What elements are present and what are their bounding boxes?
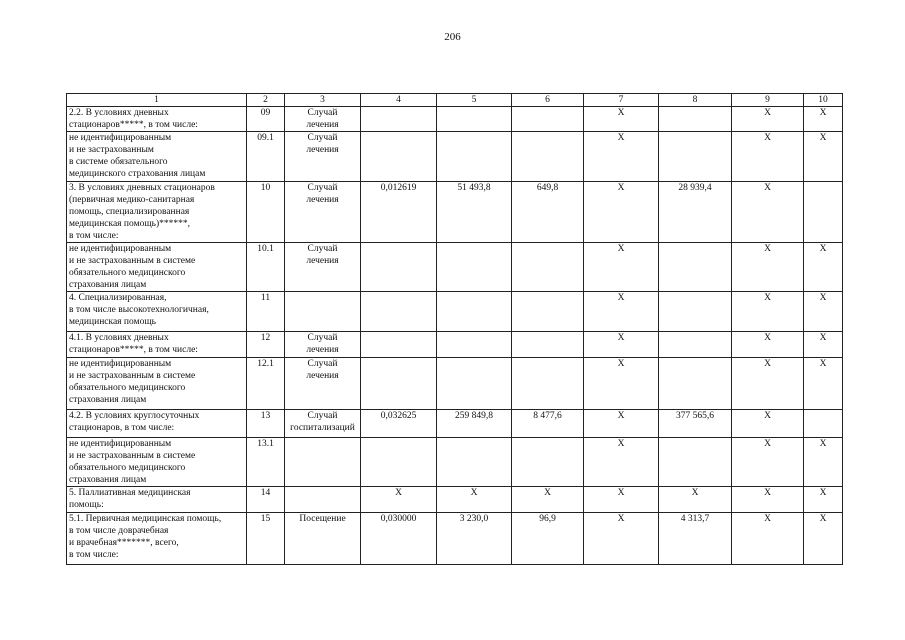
header-cell: 9 bbox=[732, 94, 804, 107]
table-cell-c9: X bbox=[732, 107, 804, 132]
table-cell-c9: X bbox=[732, 132, 804, 182]
table-cell-c3: Посещение bbox=[285, 513, 361, 565]
header-cell: 6 bbox=[512, 94, 584, 107]
table-row bbox=[67, 410, 843, 438]
table-cell-c10 bbox=[804, 410, 843, 438]
table-cell-c1: не идентифицированным и не застрахованным в системе обязательного медицинского страхования лицам bbox=[67, 132, 247, 182]
table-cell-c3: Случай лечения bbox=[285, 332, 361, 358]
table-cell-c5 bbox=[437, 292, 512, 332]
table-cell-c9: X bbox=[732, 182, 804, 243]
table-row bbox=[67, 243, 843, 292]
table-row bbox=[67, 358, 843, 410]
table-cell-c9: X bbox=[732, 487, 804, 513]
table-cell-c4 bbox=[361, 332, 437, 358]
table-cell-c5: 259 849,8 bbox=[437, 410, 512, 438]
table-cell-c7: X bbox=[584, 243, 659, 292]
data-table bbox=[66, 93, 843, 565]
table-cell-c3: Случай лечения bbox=[285, 358, 361, 410]
table-cell-c2: 10.1 bbox=[247, 243, 285, 292]
table-cell-c7: X bbox=[584, 332, 659, 358]
table-cell-c7: X bbox=[584, 438, 659, 487]
table-cell-c9: X bbox=[732, 332, 804, 358]
header-cell: 5 bbox=[437, 94, 512, 107]
table-cell-c8: X bbox=[659, 487, 732, 513]
table-cell-c1: 4.2. В условиях круглосуточных стационаров, в том числе: bbox=[67, 410, 247, 438]
table-cell-c10: X bbox=[804, 358, 843, 410]
table-cell-c10: X bbox=[804, 292, 843, 332]
table-cell-c6 bbox=[512, 438, 584, 487]
table-cell-c8 bbox=[659, 292, 732, 332]
table-cell-c7: X bbox=[584, 358, 659, 410]
table-cell-c1: 4. Специализированная, в том числе высокотехнологичная, медицинская помощь bbox=[67, 292, 247, 332]
table-cell-c4: X bbox=[361, 487, 437, 513]
table-cell-c7: X bbox=[584, 513, 659, 565]
table-cell-c9: X bbox=[732, 358, 804, 410]
table-row bbox=[67, 438, 843, 487]
table-cell-c7: X bbox=[584, 410, 659, 438]
table-cell-c6 bbox=[512, 107, 584, 132]
table-cell-c10: X bbox=[804, 107, 843, 132]
table-cell-c6 bbox=[512, 358, 584, 410]
table-cell-c3: Случай госпитализаций bbox=[285, 410, 361, 438]
table-cell-c2: 13.1 bbox=[247, 438, 285, 487]
table-cell-c2: 12.1 bbox=[247, 358, 285, 410]
table-cell-c9: X bbox=[732, 410, 804, 438]
table-cell-c9: X bbox=[732, 438, 804, 487]
table-cell-c5 bbox=[437, 243, 512, 292]
table-cell-c3: Случай лечения bbox=[285, 132, 361, 182]
table-cell-c4: 0,030000 bbox=[361, 513, 437, 565]
table-cell-c10: X bbox=[804, 243, 843, 292]
table-cell-c4 bbox=[361, 438, 437, 487]
table-cell-c8 bbox=[659, 243, 732, 292]
table-cell-c3 bbox=[285, 438, 361, 487]
page-number: 206 bbox=[444, 31, 461, 43]
table-row bbox=[67, 132, 843, 182]
table-cell-c4 bbox=[361, 107, 437, 132]
table-cell-c2: 09.1 bbox=[247, 132, 285, 182]
table-cell-c5: 51 493,8 bbox=[437, 182, 512, 243]
table-row bbox=[67, 182, 843, 243]
header-row bbox=[67, 94, 843, 107]
table-cell-c5 bbox=[437, 107, 512, 132]
table-cell-c5: X bbox=[437, 487, 512, 513]
table-cell-c2: 11 bbox=[247, 292, 285, 332]
table-cell-c10: X bbox=[804, 438, 843, 487]
table-cell-c3: Случай лечения bbox=[285, 107, 361, 132]
table-row bbox=[67, 292, 843, 332]
table-cell-c2: 10 bbox=[247, 182, 285, 243]
table-cell-c10: X bbox=[804, 487, 843, 513]
table-row bbox=[67, 487, 843, 513]
header-cell: 2 bbox=[247, 94, 285, 107]
table-cell-c1: 4.1. В условиях дневных стационаров*****, в том числе: bbox=[67, 332, 247, 358]
table-cell-c6 bbox=[512, 243, 584, 292]
table-cell-c8: 28 939,4 bbox=[659, 182, 732, 243]
table-cell-c7: X bbox=[584, 182, 659, 243]
table-cell-c5 bbox=[437, 438, 512, 487]
table-cell-c7: X bbox=[584, 487, 659, 513]
table-cell-c5 bbox=[437, 132, 512, 182]
table-cell-c3 bbox=[285, 487, 361, 513]
table-cell-c4 bbox=[361, 292, 437, 332]
table-cell-c4: 0,032625 bbox=[361, 410, 437, 438]
table-cell-c10: X bbox=[804, 332, 843, 358]
table-cell-c8: 4 313,7 bbox=[659, 513, 732, 565]
table-cell-c6: X bbox=[512, 487, 584, 513]
table-cell-c8 bbox=[659, 358, 732, 410]
table-cell-c4 bbox=[361, 243, 437, 292]
table-cell-c6: 96,9 bbox=[512, 513, 584, 565]
table-cell-c10: X bbox=[804, 513, 843, 565]
table-cell-c8 bbox=[659, 332, 732, 358]
table-cell-c4: 0,012619 bbox=[361, 182, 437, 243]
table-cell-c1: 3. В условиях дневных стационаров (первичная медико-санитарная помощь, специализированная медицинская помощь)******, в том числе: bbox=[67, 182, 247, 243]
table-cell-c3: Случай лечения bbox=[285, 182, 361, 243]
table-cell-c5 bbox=[437, 358, 512, 410]
table-cell-c7: X bbox=[584, 292, 659, 332]
table-cell-c10: X bbox=[804, 132, 843, 182]
header-cell: 3 bbox=[285, 94, 361, 107]
table-cell-c8 bbox=[659, 107, 732, 132]
table-cell-c3: Случай лечения bbox=[285, 243, 361, 292]
table-cell-c2: 12 bbox=[247, 332, 285, 358]
table-cell-c6: 8 477,6 bbox=[512, 410, 584, 438]
table-cell-c8 bbox=[659, 132, 732, 182]
table-cell-c2: 14 bbox=[247, 487, 285, 513]
table-cell-c4 bbox=[361, 132, 437, 182]
table-cell-c1: не идентифицированным и не застрахованным в системе обязательного медицинского страхования лицам bbox=[67, 358, 247, 410]
table-cell-c9: X bbox=[732, 243, 804, 292]
table-row bbox=[67, 107, 843, 132]
table-cell-c6: 649,8 bbox=[512, 182, 584, 243]
header-cell: 10 bbox=[804, 94, 843, 107]
table-cell-c1: 5.1. Первичная медицинская помощь, в том числе доврачебная и врачебная*******, всего, в том числе: bbox=[67, 513, 247, 565]
table-cell-c2: 15 bbox=[247, 513, 285, 565]
table-cell-c3 bbox=[285, 292, 361, 332]
table-cell-c10 bbox=[804, 182, 843, 243]
header-cell: 1 bbox=[67, 94, 247, 107]
header-cell: 7 bbox=[584, 94, 659, 107]
table-cell-c9: X bbox=[732, 292, 804, 332]
table-cell-c8: 377 565,6 bbox=[659, 410, 732, 438]
table-cell-c7: X bbox=[584, 132, 659, 182]
table-cell-c5: 3 230,0 bbox=[437, 513, 512, 565]
table-cell-c7: X bbox=[584, 107, 659, 132]
table-cell-c8 bbox=[659, 438, 732, 487]
table-cell-c2: 13 bbox=[247, 410, 285, 438]
table-cell-c1: не идентифицированным и не застрахованным в системе обязательного медицинского страхования лицам bbox=[67, 438, 247, 487]
table-cell-c6 bbox=[512, 332, 584, 358]
table-cell-c6 bbox=[512, 292, 584, 332]
table-cell-c6 bbox=[512, 132, 584, 182]
table-cell-c4 bbox=[361, 358, 437, 410]
header-cell: 8 bbox=[659, 94, 732, 107]
table-cell-c1: 5. Паллиативная медицинская помощь: bbox=[67, 487, 247, 513]
table-row bbox=[67, 513, 843, 565]
header-cell: 4 bbox=[361, 94, 437, 107]
table-cell-c9: X bbox=[732, 513, 804, 565]
table-cell-c5 bbox=[437, 332, 512, 358]
table-row bbox=[67, 332, 843, 358]
table-cell-c2: 09 bbox=[247, 107, 285, 132]
table-cell-c1: 2.2. В условиях дневных стационаров*****, в том числе: bbox=[67, 107, 247, 132]
table-cell-c1: не идентифицированным и не застрахованным в системе обязательного медицинского страхования лицам bbox=[67, 243, 247, 292]
